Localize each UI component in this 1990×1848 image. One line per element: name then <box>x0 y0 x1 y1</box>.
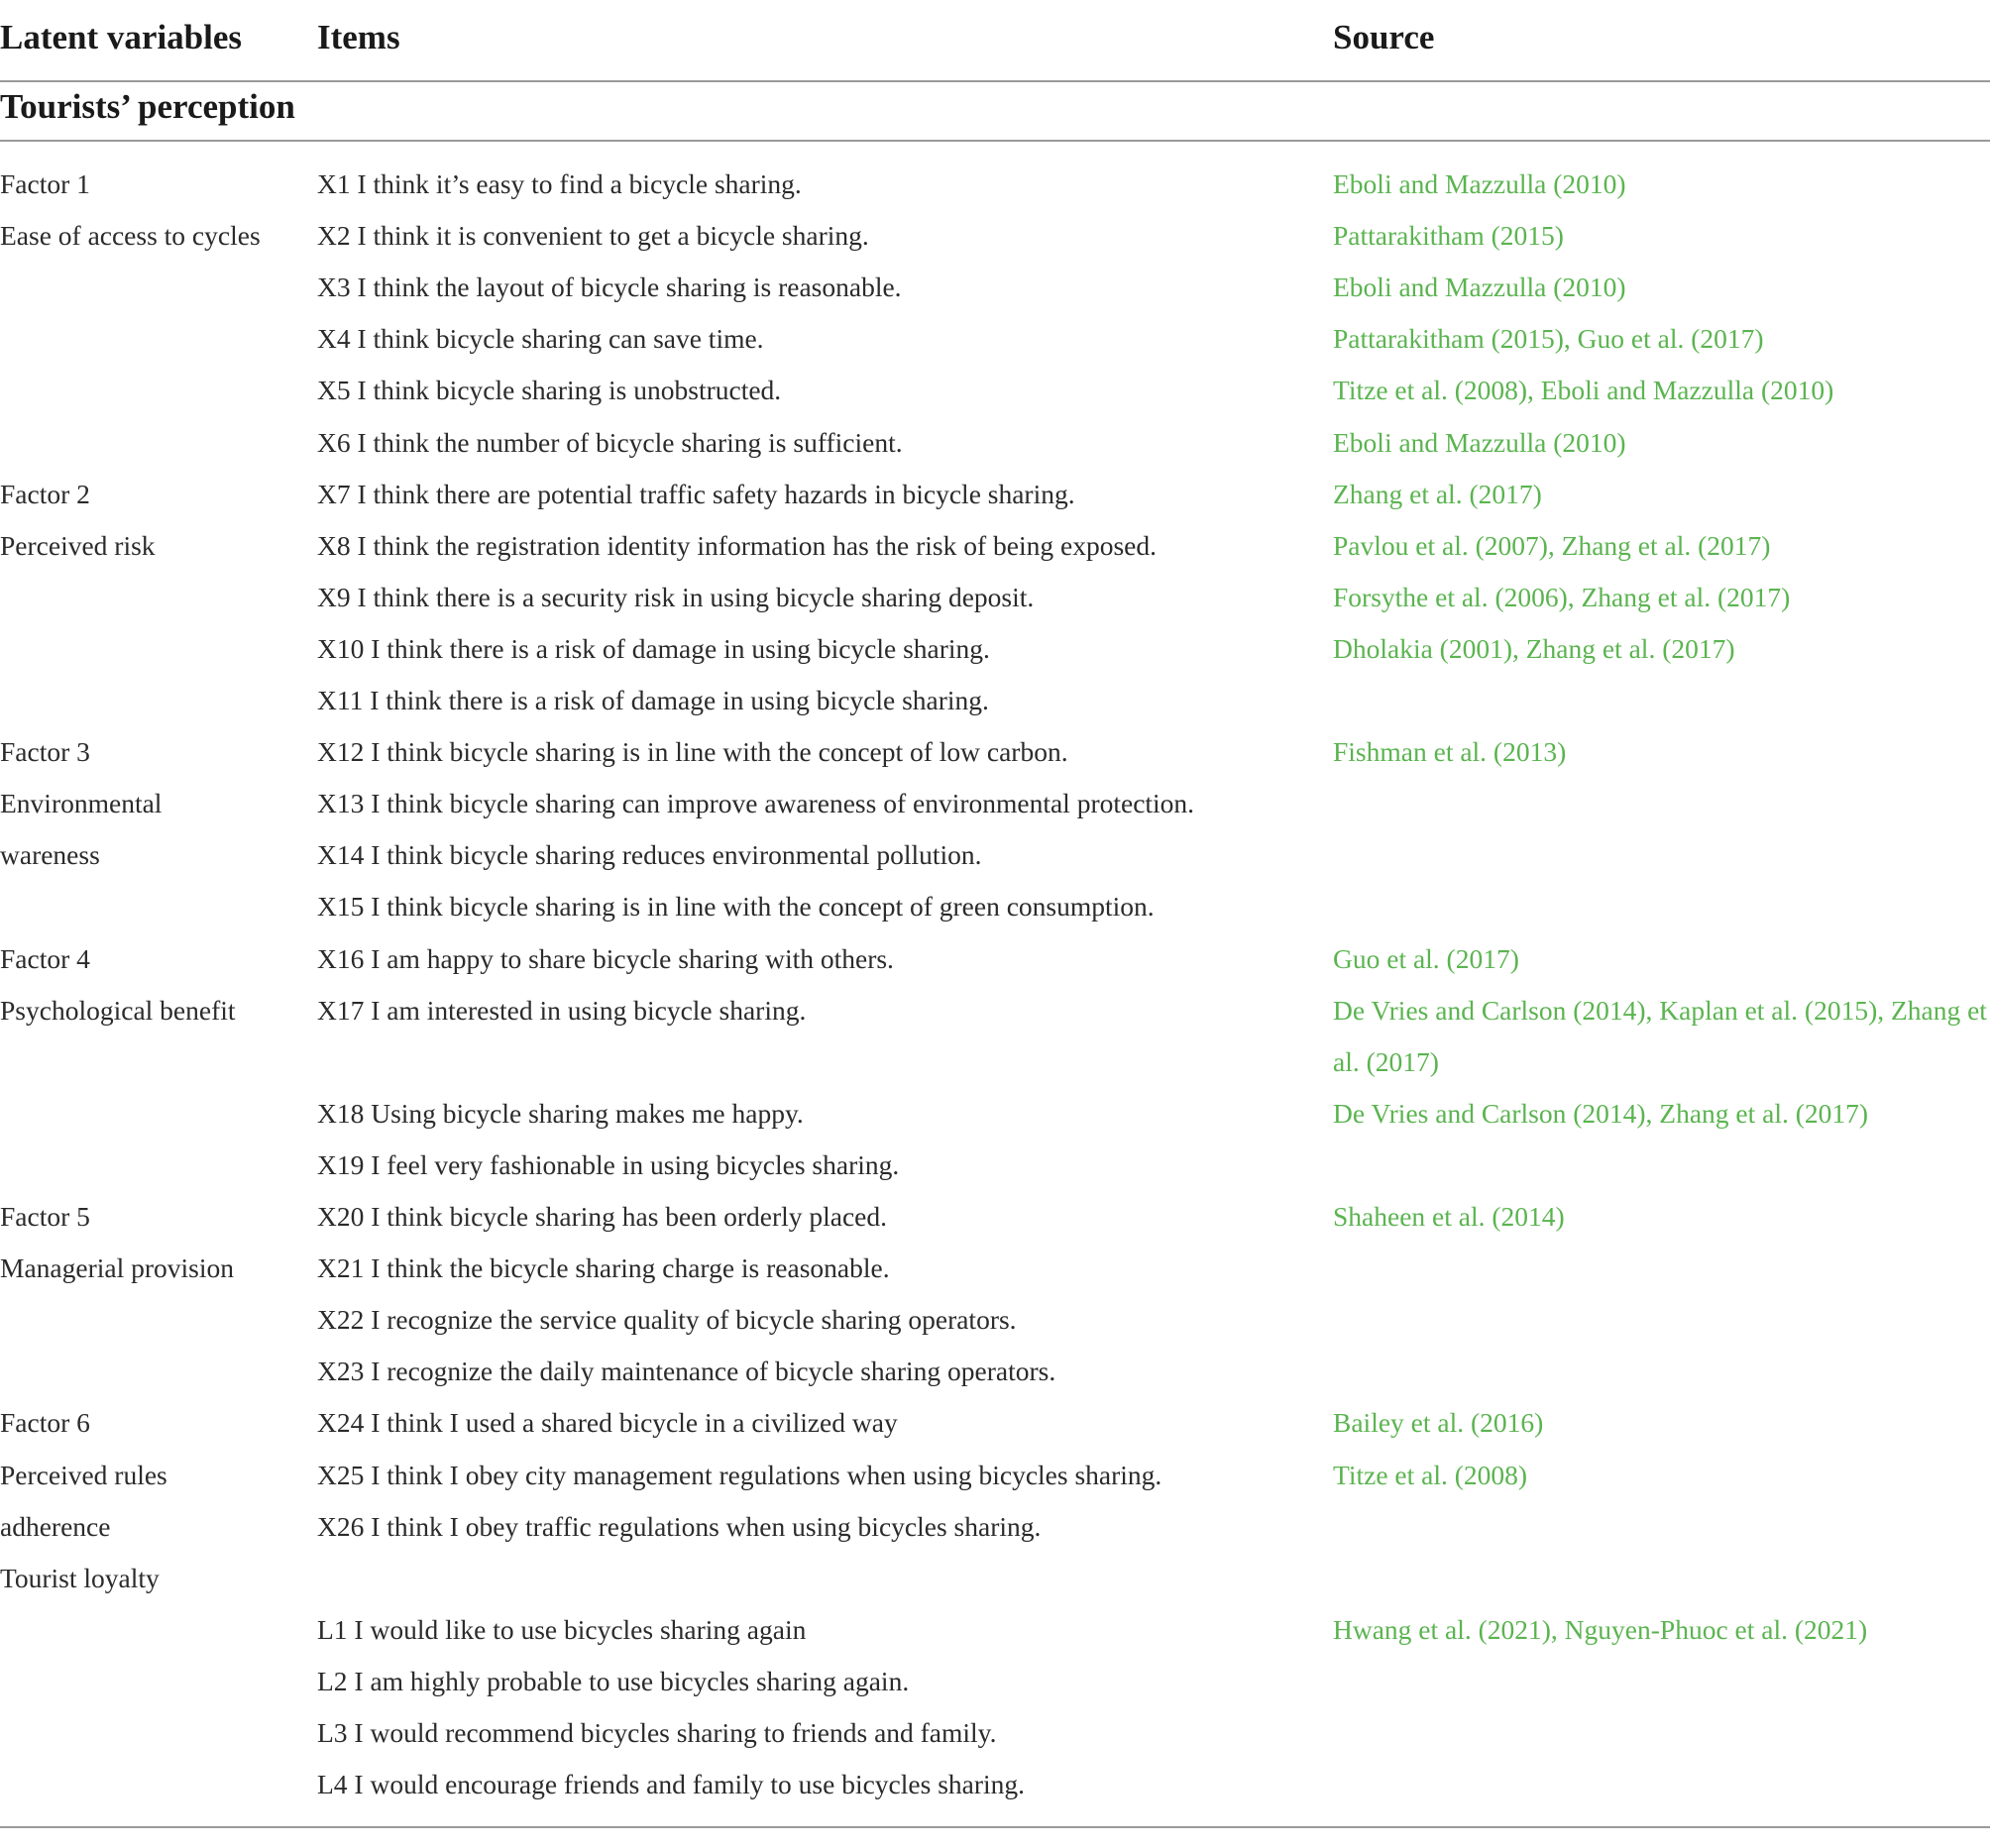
item-cell: L1 I would like to use bicycles sharing again <box>317 1613 807 1645</box>
item-cell: X5 I think bicycle sharing is unobstructed. <box>317 375 782 406</box>
item-cell: X9 I think there is a security risk in using bicycle sharing deposit. <box>317 581 1035 612</box>
latent-cell: Factor 1 <box>0 168 90 199</box>
latent-cell: Factor 5 <box>0 1201 90 1232</box>
latent-cell: Factor 3 <box>0 736 90 768</box>
item-cell: X10 I think there is a risk of damage in using bicycle sharing. <box>317 632 990 664</box>
source-cell[interactable]: Pattarakitham (2015) <box>1333 220 1564 252</box>
item-cell: X16 I am happy to share bicycle sharing with others. <box>317 942 894 974</box>
section-rule <box>0 140 1990 142</box>
item-cell: X19 I feel very fashionable in using bicycles sharing. <box>317 1148 900 1180</box>
source-cell[interactable]: Titze et al. (2008) <box>1333 1459 1528 1490</box>
section-title: Tourists’ perception <box>0 87 295 126</box>
latent-cell: Perceived risk <box>0 529 156 561</box>
item-cell: L4 I would encourage friends and family to use bicycles sharing. <box>317 1769 1026 1800</box>
latent-cell: Factor 6 <box>0 1407 90 1439</box>
source-cell[interactable]: De Vries and Carlson (2014), Kaplan et al. (2015), Zhang et al. (2017) <box>1333 994 1987 1077</box>
source-cell[interactable]: Forsythe et al. (2006), Zhang et al. (2017) <box>1333 581 1791 612</box>
latent-cell: Managerial provision <box>0 1252 234 1284</box>
source-cell[interactable]: Pavlou et al. (2007), Zhang et al. (2017) <box>1333 529 1771 561</box>
item-cell: L3 I would recommend bicycles sharing to friends and family. <box>317 1717 997 1748</box>
source-cell[interactable]: Bailey et al. (2016) <box>1333 1407 1544 1439</box>
source-cell[interactable]: Dholakia (2001), Zhang et al. (2017) <box>1333 632 1735 664</box>
latent-cell: Factor 2 <box>0 478 90 509</box>
item-cell: X11 I think there is a risk of damage in using bicycle sharing. <box>317 685 989 715</box>
header-rule <box>0 80 1990 82</box>
source-cell[interactable]: De Vries and Carlson (2014), Zhang et al. (2017) <box>1333 1097 1869 1129</box>
item-cell: X18 Using bicycle sharing makes me happy. <box>317 1097 804 1129</box>
latent-cell: Factor 4 <box>0 942 90 974</box>
item-cell: X26 I think I obey traffic regulations when using bicycles sharing. <box>317 1510 1042 1542</box>
item-cell: X6 I think the number of bicycle sharing is sufficient. <box>317 426 903 458</box>
latent-cell: Perceived rules <box>0 1459 167 1490</box>
item-cell: L2 I am highly probable to use bicycles sharing again. <box>317 1665 910 1696</box>
source-cell[interactable]: Pattarakitham (2015), Guo et al. (2017) <box>1333 323 1764 355</box>
latent-cell: Environmental <box>0 788 163 819</box>
item-cell: X2 I think it is convenient to get a bicycle sharing. <box>317 220 869 252</box>
header-source: Source <box>1333 18 1435 56</box>
latent-cell: adherence <box>0 1510 111 1542</box>
header-items: Items <box>317 18 400 56</box>
item-cell: X1 I think it’s easy to find a bicycle sharing. <box>317 168 802 199</box>
item-cell: X15 I think bicycle sharing is in line with the concept of green consumption. <box>317 891 1155 923</box>
latent-cell: wareness <box>0 839 100 871</box>
source-cell[interactable]: Fishman et al. (2013) <box>1333 736 1567 768</box>
item-cell: X17 I am interested in using bicycle sharing. <box>317 994 807 1026</box>
item-cell: X20 I think bicycle sharing has been orderly placed. <box>317 1201 888 1232</box>
item-cell: X24 I think I used a shared bicycle in a civilized way <box>317 1407 898 1439</box>
source-cell[interactable]: Eboli and Mazzulla (2010) <box>1333 426 1626 458</box>
item-cell: X23 I recognize the daily maintenance of bicycle sharing operators. <box>317 1356 1056 1387</box>
item-cell: X8 I think the registration identity information has the risk of being exposed. <box>317 529 1157 561</box>
source-cell[interactable]: Eboli and Mazzulla (2010) <box>1333 168 1626 199</box>
header-latent-variables: Latent variables <box>0 18 243 56</box>
item-cell: X14 I think bicycle sharing reduces environmental pollution. <box>317 839 982 871</box>
source-cell[interactable]: Titze et al. (2008), Eboli and Mazzulla (2010) <box>1333 375 1834 406</box>
item-cell: X21 I think the bicycle sharing charge is reasonable. <box>317 1252 890 1284</box>
source-cell[interactable]: Hwang et al. (2021), Nguyen-Phuoc et al. (2021) <box>1333 1613 1868 1645</box>
source-cell[interactable]: Guo et al. (2017) <box>1333 942 1519 974</box>
latent-cell: Psychological benefit <box>0 994 236 1026</box>
latent-cell: Ease of access to cycles <box>0 220 261 252</box>
item-cell: X7 I think there are potential traffic safety hazards in bicycle sharing. <box>317 478 1075 509</box>
source-cell[interactable]: Eboli and Mazzulla (2010) <box>1333 272 1626 303</box>
source-cell[interactable]: Zhang et al. (2017) <box>1333 478 1542 509</box>
item-cell: X25 I think I obey city management regulations when using bicycles sharing. <box>317 1459 1162 1490</box>
latent-cell: Tourist loyalty <box>0 1562 160 1593</box>
item-cell: X22 I recognize the service quality of bicycle sharing operators. <box>317 1304 1017 1336</box>
source-cell[interactable]: Shaheen et al. (2014) <box>1333 1201 1565 1232</box>
item-cell: X3 I think the layout of bicycle sharing is reasonable. <box>317 272 902 303</box>
item-cell: X4 I think bicycle sharing can save time. <box>317 323 764 355</box>
item-cell: X12 I think bicycle sharing is in line with the concept of low carbon. <box>317 736 1068 768</box>
item-cell: X13 I think bicycle sharing can improve awareness of environmental protection. <box>317 788 1195 819</box>
bottom-rule <box>0 1826 1990 1828</box>
